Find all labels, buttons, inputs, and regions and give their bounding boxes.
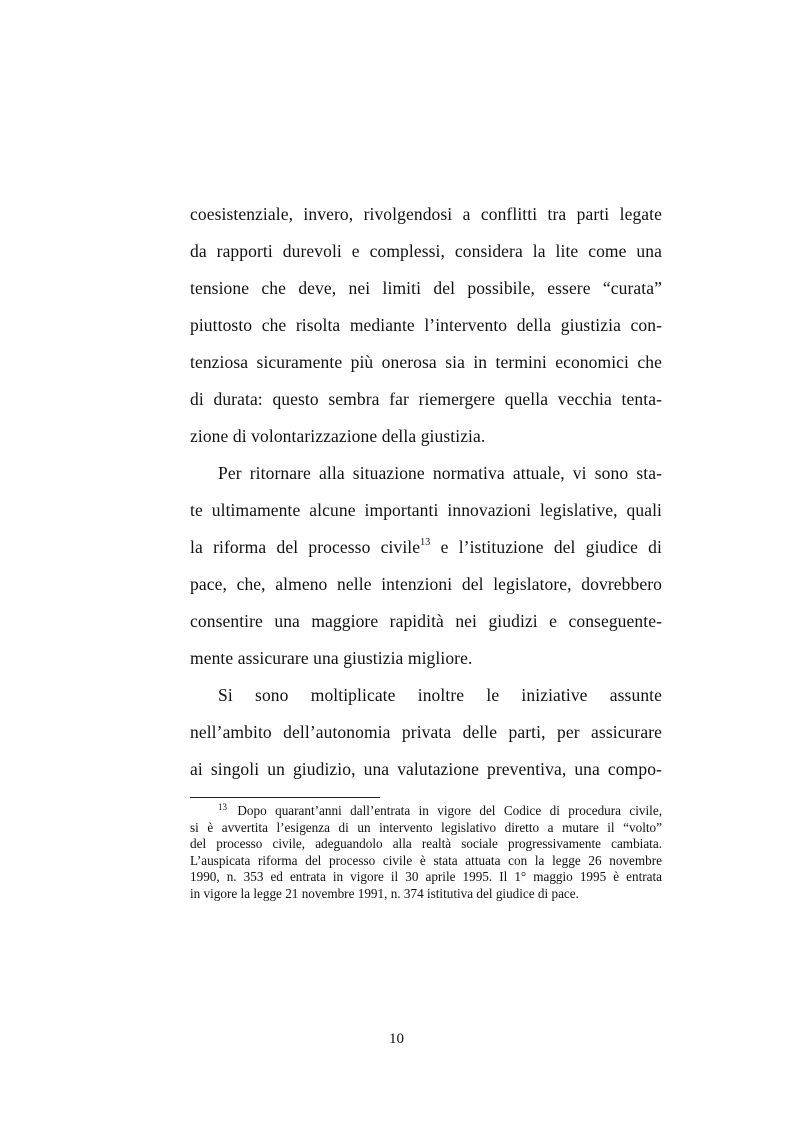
footnote-text: Dopo quarant’anni dall’entrata in vigore del Codice di procedura civile,: [237, 803, 662, 818]
text-line: di durata: questo sembra far riemergere quella vecchia tenta-: [190, 389, 662, 409]
text-line: pace, che, almeno nelle intenzioni del legislatore, dovrebbero: [190, 574, 662, 594]
text-line: tensione che deve, nei limiti del possibile, essere “curata”: [190, 278, 662, 298]
body-text: [190, 196, 662, 788]
text-line: da rapporti durevoli e complessi, considera la lite come una: [190, 241, 662, 261]
footnote-line: [190, 803, 662, 820]
footnote-line: 1990, n. 353 ed entrata in vigore il 30 aprile 1995. Il 1° maggio 1995 è entrata: [190, 869, 662, 885]
page-number: 10: [389, 1031, 404, 1047]
text-line: tenziosa sicuramente più onerosa sia in termini economici che: [190, 352, 662, 372]
footnote-line: si è avvertita l’esigenza di un intervento legislativo diretto a mutare il “volto”: [190, 819, 662, 835]
footnote-reference[interactable]: 13: [420, 537, 431, 548]
text-line: zione di volontarizzazione della giustizia.: [190, 426, 486, 446]
text-line: consentire una maggiore rapidità nei giudizi e conseguente-: [190, 611, 662, 631]
text-segment: la riforma del processo civile: [190, 537, 421, 557]
paragraph-start-line: Si sono moltiplicate inoltre le iniziative assunte: [218, 685, 662, 705]
paragraph-start-line: Per ritornare alla situazione normativa attuale, vi sono sta-: [218, 463, 662, 483]
text-line: mente assicurare una giustizia migliore.: [190, 648, 473, 668]
footnote: [190, 803, 662, 903]
footnote-line: L’auspicata riforma del processo civile è stata attuata con la legge 26 novembre: [190, 852, 662, 868]
footnote-number: 13: [218, 802, 227, 812]
footnote-line: in vigore la legge 21 novembre 1991, n. 374 istitutiva del giudice di pace.: [190, 885, 579, 901]
text-line: coesistenziale, invero, rivolgendosi a conflitti tra parti legate: [190, 204, 662, 224]
text-line: te ultimamente alcune importanti innovazioni legislative, quali: [190, 500, 662, 520]
text-line: piuttosto che risolta mediante l’intervento della giustizia con-: [190, 315, 662, 335]
text-line: nell’ambito dell’autonomia privata delle parti, per assicurare: [190, 722, 662, 742]
text-segment: e l’istituzione del giudice di: [440, 537, 662, 557]
footnote-line: del processo civile, adeguandolo alla realtà sociale progressivamente cambiata.: [190, 836, 662, 852]
footnote-divider: [190, 797, 380, 798]
text-line-with-footnote-ref: [190, 529, 662, 566]
text-line: ai singoli un giudizio, una valutazione preventiva, una compo-: [190, 759, 662, 779]
